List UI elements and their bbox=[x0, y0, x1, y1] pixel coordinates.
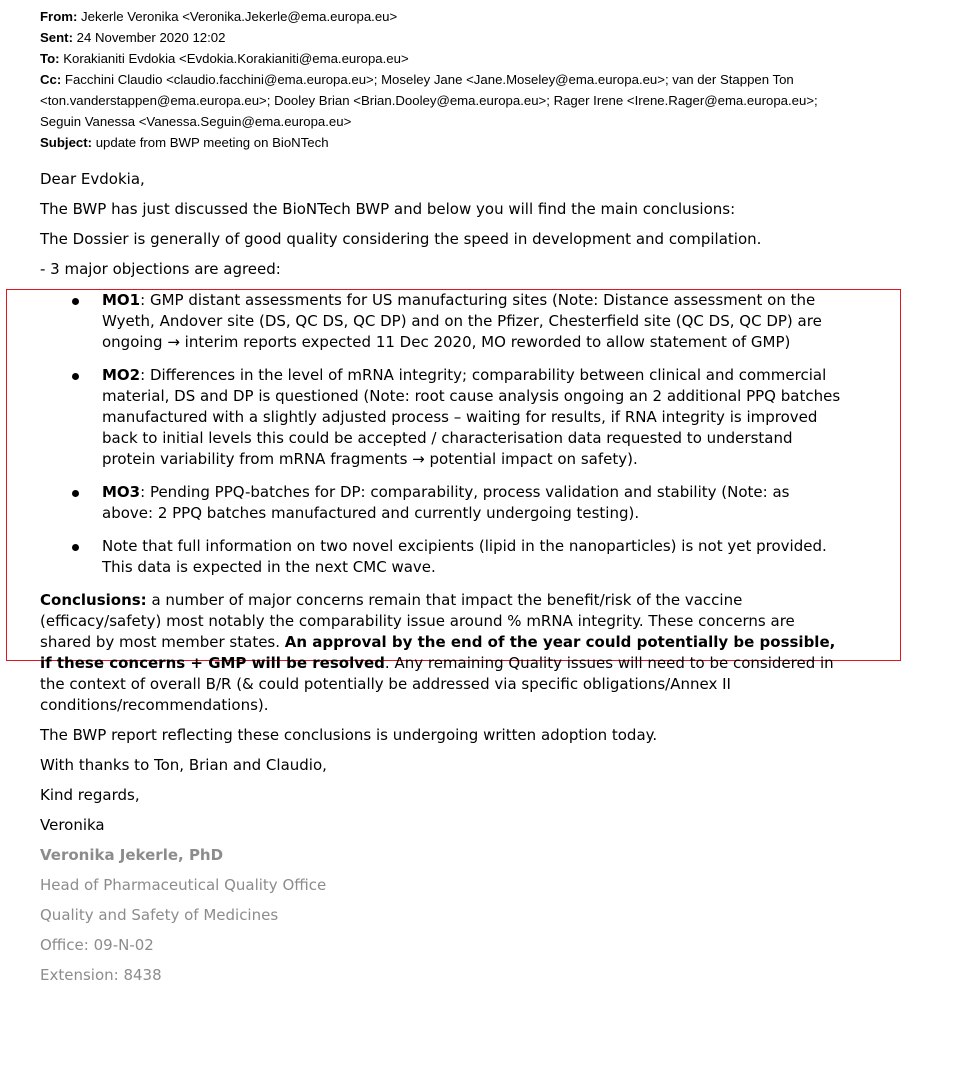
from-value: Jekerle Veronika <Veronika.Jekerle@ema.europa.eu> bbox=[81, 9, 398, 24]
signature-office: Office: 09-N-02 bbox=[40, 936, 154, 954]
greeting: Dear Evdokia, bbox=[40, 170, 145, 188]
mo-lead: - 3 major objections are agreed: bbox=[40, 260, 281, 278]
sent-row: Sent: 24 November 2020 12:02 bbox=[40, 30, 226, 45]
cc-value: Facchini Claudio <claudio.facchini@ema.europa.eu>; Moseley Jane <Jane.Moseley@ema.europa.eu>; van der Stappen Ton <ton.vanderstappen@ema.europa.eu>; Dooley Brian <Brian.Dooley@ema.europa.eu>; Rager Irene <Irene.Rager@ema.europa.eu>; Seguin Vanessa <Vanessa.Seguin@ema.europa.eu> bbox=[40, 72, 818, 129]
report-paragraph: The BWP report reflecting these conclusions is undergoing written adoption today. bbox=[40, 726, 658, 744]
signature-block bbox=[40, 845, 940, 986]
email-body bbox=[40, 169, 940, 986]
objection-item: MO2: Differences in the level of mRNA integrity; comparability between clinical and commercial material, DS and DP is questioned (Note: root cause analysis ongoing an 2 additional PPQ batches manufactured with a slightly adjusted process – waiting for results, if RNA integrity is improved back to initial levels this could be accepted / characterisation data requested to understand protein variability from mRNA fragments → potential impact on safety). bbox=[40, 365, 842, 470]
to-value: Korakianiti Evdokia <Evdokia.Korakianiti@ema.europa.eu> bbox=[63, 51, 409, 66]
bullet-icon bbox=[72, 490, 79, 497]
signature-extension: Extension: 8438 bbox=[40, 966, 162, 984]
signature-name: Veronika Jekerle, PhD bbox=[40, 846, 224, 864]
dossier-paragraph: The Dossier is generally of good quality considering the speed in development and compilation. bbox=[40, 230, 762, 248]
signature-title: Head of Pharmaceutical Quality Office bbox=[40, 876, 327, 894]
bullet-icon bbox=[72, 373, 79, 380]
objection-item: MO3: Pending PPQ-batches for DP: comparability, process validation and stability (Note: as above: 2 PPQ batches manufactured and currently undergoing testing). bbox=[40, 482, 842, 524]
bullet-icon bbox=[72, 298, 79, 305]
objections-list bbox=[40, 290, 940, 578]
intro-paragraph: The BWP has just discussed the BioNTech BWP and below you will find the main conclusions: bbox=[40, 200, 736, 218]
conclusions-paragraph: Conclusions: a number of major concerns remain that impact the benefit/risk of the vaccine (efficacy/safety) most notably the comparability issue around % mRNA integrity. These concerns are shared by most member states. An approval by the end of the year could potentially be possible, if these concerns + GMP will be resolved. Any remaining Quality issues will need to be considered in the context of overall B/R (& could potentially be addressed via specific obligations/Annex II conditions/recommendations). bbox=[40, 591, 836, 714]
sender-name: Veronika bbox=[40, 816, 105, 834]
cc-row: Cc: Facchini Claudio <claudio.facchini@ema.europa.eu>; Moseley Jane <Jane.Moseley@ema.europa.eu>; van der Stappen Ton <ton.vanderstappen@ema.europa.eu>; Dooley Brian <Brian.Dooley@ema.europa.eu>; Rager Irene <Irene.Rager@ema.europa.eu>; Seguin Vanessa <Vanessa.Seguin@ema.europa.eu> bbox=[40, 72, 818, 129]
bullet-icon bbox=[72, 544, 79, 551]
email-document bbox=[40, 0, 940, 986]
subject-row: Subject: update from BWP meeting on BioNTech bbox=[40, 135, 329, 150]
thanks-line: With thanks to Ton, Brian and Claudio, bbox=[40, 756, 327, 774]
subject-value: update from BWP meeting on BioNTech bbox=[95, 135, 329, 150]
objection-item: Note that full information on two novel excipients (lipid in the nanoparticles) is not yet provided. This data is expected in the next CMC wave. bbox=[40, 536, 842, 578]
to-row: To: Korakianiti Evdokia <Evdokia.Korakianiti@ema.europa.eu> bbox=[40, 51, 409, 66]
email-header bbox=[40, 0, 940, 153]
from-row: From: Jekerle Veronika <Veronika.Jekerle@ema.europa.eu> bbox=[40, 9, 398, 24]
signature-dept: Quality and Safety of Medicines bbox=[40, 906, 279, 924]
sent-value: 24 November 2020 12:02 bbox=[76, 30, 226, 45]
regards-line: Kind regards, bbox=[40, 786, 140, 804]
objection-item: MO1: GMP distant assessments for US manufacturing sites (Note: Distance assessment on the Wyeth, Andover site (DS, QC DS, QC DP) and on the Pfizer, Chesterfield site (QC DS, QC DP) are ongoing → interim reports expected 11 Dec 2020, MO reworded to allow statement of GMP) bbox=[40, 290, 842, 353]
